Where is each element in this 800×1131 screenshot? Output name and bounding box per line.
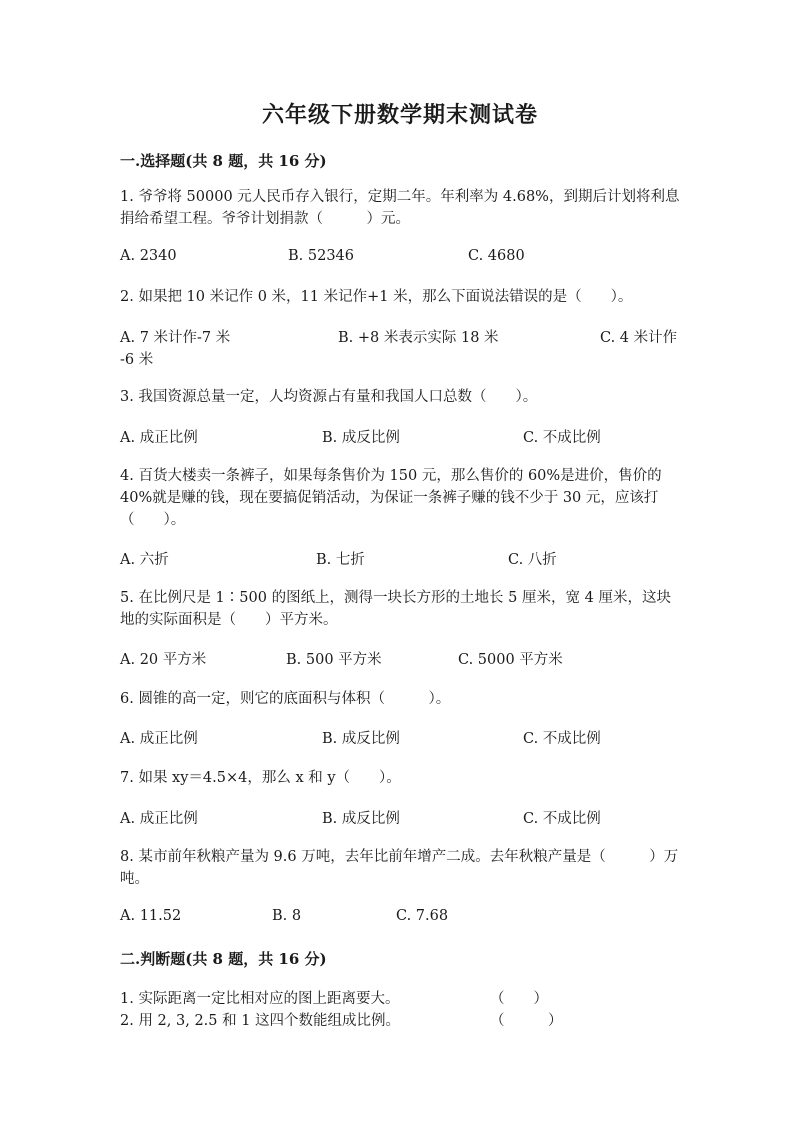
option-b: B. 成反比例: [322, 811, 400, 827]
judgement-1: 1. 实际距离一定比相对应的图上距离要大。: [120, 991, 400, 1007]
option-b: B. +8 米表示实际 18 米: [338, 330, 499, 346]
option-c-wrap: -6 米: [120, 352, 154, 368]
answer-blank-1: （ ）: [490, 991, 548, 1007]
question-7-options: [120, 807, 680, 829]
question-3-options: [120, 426, 680, 448]
option-c: C. 八折: [508, 552, 557, 568]
option-a: A. 六折: [120, 552, 169, 568]
option-a: A. 成正比例: [120, 430, 198, 446]
option-a: A. 7 米计作-7 米: [120, 330, 231, 346]
option-a: A. 2340: [120, 248, 177, 264]
question-3: 3. 我国资源总量一定，人均资源占有量和我国人口总数（ ）。: [120, 389, 538, 405]
option-c: C. 不成比例: [523, 430, 601, 446]
option-a: A. 11.52: [120, 908, 182, 924]
section-heading-choice: 一.选择题(共 8 题，共 16 分): [120, 152, 327, 170]
option-c: C. 4680: [468, 248, 525, 264]
question-7: 7. 如果 xy＝4.5×4，那么 x 和 y（ ）。: [120, 770, 401, 786]
question-6: 6. 圆锥的高一定，则它的底面积与体积（ ）。: [120, 691, 451, 707]
question-1: 1. 爷爷将 50000 元人民币存入银行，定期二年。年利率为 4.68%，到期后计划将利息捐给希望工程。爷爷计划捐款（ ）元。: [120, 189, 680, 227]
question-2-options: [120, 326, 680, 348]
option-b: B. 成反比例: [322, 430, 400, 446]
option-a: A. 20 平方米: [120, 652, 207, 668]
question-5: 5. 在比例尺是 1∶500 的图纸上，测得一块长方形的土地长 5 厘米，宽 4 厘米，这块地的实际面积是（ ）平方米。: [120, 590, 671, 628]
option-a: A. 成正比例: [120, 731, 198, 747]
option-b: B. 七折: [316, 552, 365, 568]
option-b: B. 500 平方米: [286, 652, 382, 668]
question-1-options: [120, 248, 680, 270]
question-8-options: [120, 908, 680, 930]
question-4: 4. 百货大楼卖一条裤子，如果每条售价为 150 元，那么售价的 60%是进价，售价的 40%就是赚的钱，现在要搞促销活动，为保证一条裤子赚的钱不少于 30 元，应该打（ ）。: [120, 468, 662, 528]
option-a: A. 成正比例: [120, 811, 198, 827]
option-b: B. 52346: [288, 248, 355, 264]
section-heading-judgement: 二.判断题(共 8 题，共 16 分): [120, 950, 327, 968]
question-4-options: [120, 548, 680, 570]
option-c: C. 7.68: [396, 908, 449, 924]
option-c: C. 不成比例: [523, 731, 601, 747]
question-5-options: [120, 648, 680, 670]
question-2: 2. 如果把 10 米记作 0 米，11 米记作+1 米，那么下面说法错误的是（ ）。: [120, 289, 633, 305]
answer-blank-2: （ ）: [490, 1013, 563, 1029]
question-8: 8. 某市前年秋粮产量为 9.6 万吨，去年比前年增产二成。去年秋粮产量是（ ）万吨。: [120, 849, 679, 887]
option-b: B. 成反比例: [322, 731, 400, 747]
judgement-2: 2. 用 2, 3, 2.5 和 1 这四个数能组成比例。: [120, 1013, 401, 1029]
page-title: 六年级下册数学期末测试卷: [261, 102, 538, 128]
question-6-options: [120, 727, 680, 749]
option-b: B. 8: [272, 908, 302, 924]
option-c: C. 不成比例: [523, 811, 601, 827]
option-c: C. 4 米计作: [600, 330, 678, 346]
option-c: C. 5000 平方米: [458, 652, 563, 668]
